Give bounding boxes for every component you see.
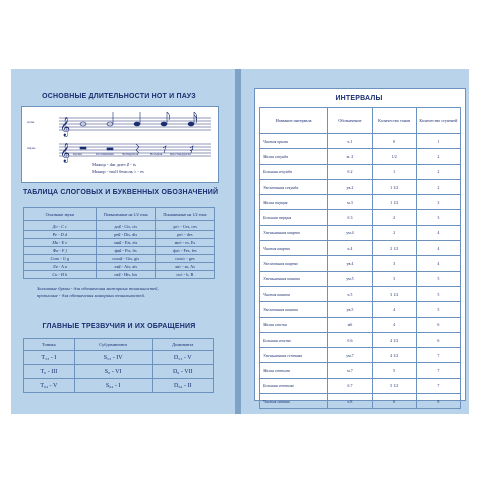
interval-tones: 6 <box>372 394 416 409</box>
syllable-raised: соль♯ - Gis, gis <box>96 255 155 263</box>
note-name-sixteenth: Шестнадцатая <box>170 152 191 156</box>
table-row <box>260 241 461 256</box>
table-row <box>260 210 461 225</box>
interval-name: Уменьшенная квинта <box>260 271 328 286</box>
syllable-raised: фа♯ - Fis, fis <box>96 247 155 255</box>
interval-symbol: ч.1 <box>328 134 372 149</box>
interval-name: Малая секунда <box>260 149 328 164</box>
syllable-basic: Ля - A a <box>24 263 97 271</box>
interval-steps: 8 <box>416 394 460 409</box>
interval-symbol: б.3 <box>328 210 372 225</box>
interval-steps: 2 <box>416 149 460 164</box>
syllable-raised: ля♯ - Ais, ais <box>96 263 155 271</box>
intervals-title: ИНТЕРВАЛЫ <box>335 95 383 102</box>
interval-symbol: ув.4 <box>328 256 372 271</box>
interval-tones: 4 1/2 <box>372 348 416 363</box>
triad-cell: S₆ - VI <box>74 365 152 379</box>
triad-cell: T₆₄ - V <box>24 379 75 393</box>
triads-header-subdominant: Субдоминанта <box>74 339 152 351</box>
durations-footnote-1: Мажор - dur диез ♯ - is <box>92 162 136 167</box>
table-row <box>260 225 461 240</box>
interval-tones: 1 1/2 <box>372 179 416 194</box>
interval-steps: 3 <box>416 210 460 225</box>
interval-symbol: м. 2 <box>328 149 372 164</box>
interval-steps: 6 <box>416 332 460 347</box>
interval-steps: 5 <box>416 302 460 317</box>
interval-steps: 7 <box>416 378 460 393</box>
syllable-lowered: соль♭ - ges <box>155 255 214 263</box>
interval-tones: 1/2 <box>372 149 416 164</box>
interval-tones: 1 1/2 <box>372 195 416 210</box>
interval-tones: 3 <box>372 256 416 271</box>
interval-steps: 5 <box>416 271 460 286</box>
table-row <box>260 134 461 149</box>
svg-text:𝄞: 𝄞 <box>60 117 71 137</box>
syllables-note-2: прописные - для обозначения минорных тональностей. <box>37 293 145 298</box>
table-row <box>24 221 215 231</box>
interval-symbol: м6 <box>328 317 372 332</box>
interval-tones: 4 1/2 <box>372 332 416 347</box>
syllable-lowered: ми♭ - es, Es <box>155 239 214 247</box>
interval-name: Большая терция <box>260 210 328 225</box>
intervals-header-tones: Количество тонов <box>372 108 416 134</box>
triad-cell: T₆ - III <box>24 365 75 379</box>
interval-symbol: б.7 <box>328 378 372 393</box>
interval-symbol: ч.5 <box>328 286 372 301</box>
table-row <box>24 239 215 247</box>
interval-name: Малая секста <box>260 317 328 332</box>
interval-steps: 2 <box>416 179 460 194</box>
syllable-raised: ре♯ - Dis, dis <box>96 231 155 239</box>
syllable-basic: Ми - E e <box>24 239 97 247</box>
syllable-lowered: до♭ - Ces, ces <box>155 221 214 231</box>
interval-symbol: б.2 <box>328 164 372 179</box>
syllables-header-basic: Основные звуки <box>24 208 97 221</box>
triads-table <box>23 338 214 393</box>
table-row <box>260 256 461 271</box>
interval-name: Малая септима <box>260 363 328 378</box>
table-row <box>260 149 461 164</box>
intervals-table <box>259 107 461 409</box>
triad-cell: T₅₃ - I <box>24 351 75 365</box>
syllable-basic: Ре - D d <box>24 231 97 239</box>
interval-symbol: ум.7 <box>328 348 372 363</box>
interval-tones: 2 1/2 <box>372 241 416 256</box>
interval-steps: 7 <box>416 363 460 378</box>
triad-cell: D₅₃ - V <box>152 351 213 365</box>
table-row <box>260 286 461 301</box>
triads-header-dominant: Доминанта <box>152 339 213 351</box>
interval-name: Уменьшенная септима <box>260 348 328 363</box>
syllable-basic: Фа - F f <box>24 247 97 255</box>
interval-steps: 5 <box>416 286 460 301</box>
interval-name: Увеличенная секунда <box>260 179 328 194</box>
table-row <box>260 195 461 210</box>
note-name-whole: Целая <box>73 152 82 156</box>
interval-tones: 1 <box>372 164 416 179</box>
table-row <box>24 351 214 365</box>
interval-name: Большая секунда <box>260 164 328 179</box>
interval-symbol: ум.4 <box>328 225 372 240</box>
syllable-raised: до♯ - Cis, cis <box>96 221 155 231</box>
syllables-table <box>23 207 215 279</box>
table-row <box>260 394 461 409</box>
table-row <box>260 332 461 347</box>
interval-name: Большая септима <box>260 378 328 393</box>
table-row <box>260 348 461 363</box>
table-row <box>24 365 214 379</box>
interval-name: Увеличенная кварта <box>260 256 328 271</box>
table-row <box>260 378 461 393</box>
interval-symbol: ув.5 <box>328 302 372 317</box>
interval-steps: 2 <box>416 164 460 179</box>
intervals-header-name: Название интервала <box>260 108 328 134</box>
interval-name: Большая секста <box>260 332 328 347</box>
table-row <box>260 317 461 332</box>
interval-steps: 7 <box>416 348 460 363</box>
interval-tones: 4 <box>372 317 416 332</box>
triad-cell: D₆ - VII <box>152 365 213 379</box>
syllable-basic: До - C c <box>24 221 97 231</box>
interval-symbol: ум.5 <box>328 271 372 286</box>
durations-footnote-2: Минор - moll бемоль ♭ - es <box>92 169 144 174</box>
triad-cell: S₆₄ - I <box>74 379 152 393</box>
table-row <box>24 271 215 279</box>
triad-cell: D₆₄ - II <box>152 379 213 393</box>
interval-steps: 4 <box>416 241 460 256</box>
interval-steps: 6 <box>416 317 460 332</box>
syllables-header-raised: Повышенные на 1/2 тона <box>96 208 155 221</box>
intervals-header-steps: Количество ступеней <box>416 108 460 134</box>
interval-name: Чистая квинта <box>260 286 328 301</box>
interval-name: Малая терция <box>260 195 328 210</box>
interval-tones: 2 <box>372 210 416 225</box>
interval-symbol: м.3 <box>328 195 372 210</box>
table-row <box>24 247 215 255</box>
table-row <box>24 379 214 393</box>
note-name-quarter: Четвертная <box>122 152 139 156</box>
interval-name: Чистая кварта <box>260 241 328 256</box>
table-row <box>260 302 461 317</box>
table-row <box>24 263 215 271</box>
note-name-half: Половинная <box>96 152 114 156</box>
interval-tones: 0 <box>372 134 416 149</box>
staff-label-rests: паузы <box>27 146 36 150</box>
triad-cell: S₅₃ - IV <box>74 351 152 365</box>
syllable-lowered: си♭ - b, B <box>155 271 214 279</box>
staff-label-notes: ноты <box>27 120 35 124</box>
syllable-lowered: ре♭ - des <box>155 231 214 239</box>
interval-symbol: ч.8 <box>328 394 372 409</box>
interval-tones: 5 <box>372 363 416 378</box>
table-row <box>260 164 461 179</box>
interval-steps: 1 <box>416 134 460 149</box>
interval-tones: 5 1/2 <box>372 378 416 393</box>
interval-name: Уменьшенная кварта <box>260 225 328 240</box>
interval-symbol: б.6 <box>328 332 372 347</box>
interval-tones: 2 <box>372 225 416 240</box>
syllable-lowered: фа♭ - Fes, fes <box>155 247 214 255</box>
triads-title: ГЛАВНЫЕ ТРЕЗВУЧИЯ И ИХ ОБРАЩЕНИЯ <box>42 323 196 330</box>
table-row <box>24 255 215 263</box>
interval-name: Увеличенная квинта <box>260 302 328 317</box>
interval-steps: 4 <box>416 225 460 240</box>
table-row <box>260 363 461 378</box>
interval-tones: 3 <box>372 271 416 286</box>
triads-header-tonic: Тоника <box>24 339 75 351</box>
syllable-basic: Соль - G g <box>24 255 97 263</box>
syllable-raised: ми♯ - Eis, eis <box>96 239 155 247</box>
table-row <box>260 271 461 286</box>
syllable-lowered: ля♭ - as, As <box>155 263 214 271</box>
syllables-header-lowered: Пониженные на 1/2 тона <box>155 208 214 221</box>
interval-symbol: ув.2 <box>328 179 372 194</box>
intervals-header-symbol: Обозначение <box>328 108 372 134</box>
table-row <box>24 231 215 239</box>
note-name-eighth: Восьмая <box>150 152 163 156</box>
interval-tones: 4 <box>372 302 416 317</box>
interval-symbol: ч.4 <box>328 241 372 256</box>
interval-name: Чистая прима <box>260 134 328 149</box>
svg-text:𝄞: 𝄞 <box>60 143 71 163</box>
durations-title: ОСНОВНЫЕ ДЛИТЕЛЬНОСТИ НОТ И ПАУЗ <box>42 93 196 100</box>
syllables-note-1: Заглавные буквы - для обозначения мажорных тональностей, <box>37 286 159 291</box>
interval-steps: 4 <box>416 256 460 271</box>
interval-tones: 3 1/2 <box>372 286 416 301</box>
interval-steps: 3 <box>416 195 460 210</box>
syllable-basic: Си - H h <box>24 271 97 279</box>
syllable-raised: си♯ - His, his <box>96 271 155 279</box>
syllables-title: ТАБЛИЦА СЛОГОВЫХ И БУКВЕННЫХ ОБОЗНАЧЕНИЙ <box>23 189 219 196</box>
interval-name: Чистая октава <box>260 394 328 409</box>
interval-symbol: м.7 <box>328 363 372 378</box>
table-row <box>260 179 461 194</box>
